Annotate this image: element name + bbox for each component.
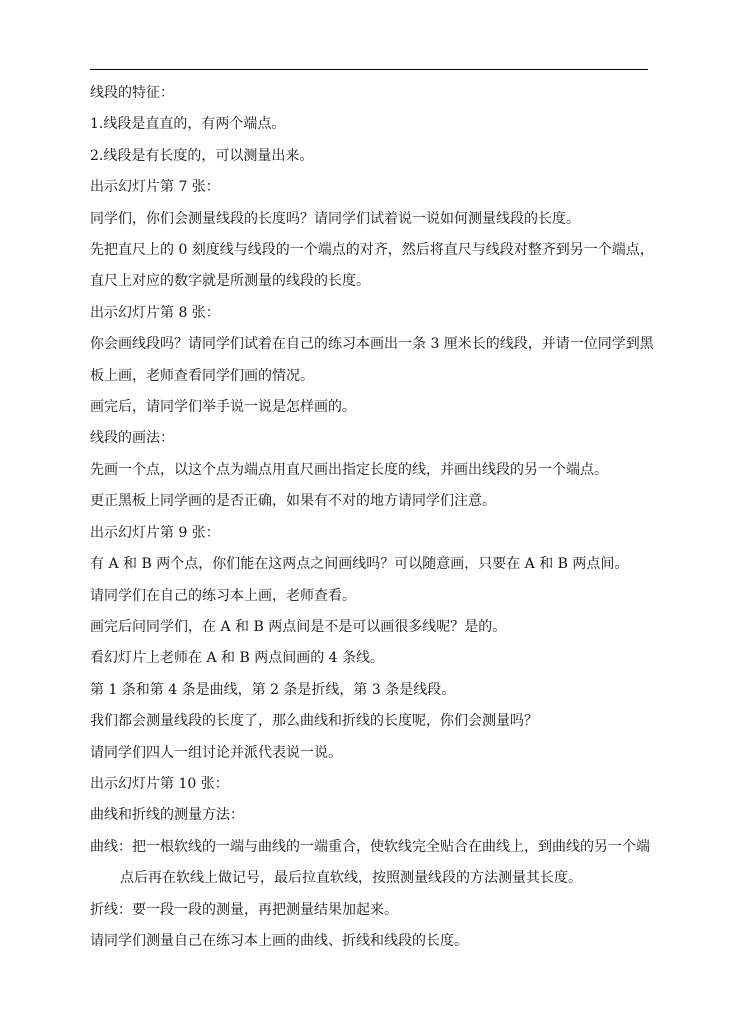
text-line: 请同学们四人一组讨论并派代表说一说。 xyxy=(90,744,342,761)
text-line: 直尺上对应的数字就是所测量的线段的长度。 xyxy=(90,273,370,290)
text-line: 请同学们在自己的练习本上画，老师查看。 xyxy=(90,587,356,604)
paragraph-curve-method xyxy=(90,832,650,895)
text-line: 看幻灯片上老师在 A 和 B 两点间画的 4 条线。 xyxy=(90,650,385,667)
text-line: 你会画线段吗？请同学们试着在自己的练习本画出一条 3 厘米长的线段，并请一位同学到黑 xyxy=(90,336,654,353)
paragraph-measure-method xyxy=(90,235,654,298)
document-body xyxy=(90,78,654,957)
text-line: 出示幻灯片第 8 张： xyxy=(90,304,220,321)
text-line: 曲线和折线的测量方法： xyxy=(90,807,244,824)
text-line: 点后再在软线上做记号，最后拉直软线，按照测量线段的方法测量其长度。 xyxy=(120,870,582,887)
text-line: 先把直尺上的 0 刻度线与线段的一个端点的对齐，然后将直尺与线段对整齐到另一个端点， xyxy=(90,242,654,259)
text-line: 请同学们测量自己在练习本上画的曲线、折线和线段的长度。 xyxy=(90,932,468,949)
text-line: 出示幻灯片第 9 张： xyxy=(90,524,220,541)
text-line: 2.线段是有长度的，可以测量出来。 xyxy=(90,147,314,164)
text-line: 画完后问同学们，在 A 和 B 两点间是不是可以画很多线呢？是的。 xyxy=(90,618,507,635)
header-rule xyxy=(90,69,648,70)
text-line: 我们都会测量线段的长度了，那么曲线和折线的长度呢，你们会测量吗？ xyxy=(90,713,538,730)
text-line: 同学们，你们会测量线段的长度吗？请同学们试着说一说如何测量线段的长度。 xyxy=(90,210,580,227)
text-line: 更正黑板上同学画的是否正确，如果有不对的地方请同学们注意。 xyxy=(90,493,496,510)
text-line: 线段的画法： xyxy=(90,430,174,447)
text-line: 折线：要一段一段的测量，再把测量结果加起来。 xyxy=(90,901,398,918)
text-line: 第 1 条和第 4 条是曲线，第 2 条是折线，第 3 条是线段。 xyxy=(90,681,456,698)
text-line: 曲线：把一根软线的一端与曲线的一端重合，使软线完全贴合在曲线上，到曲线的另一个端 xyxy=(90,838,650,855)
text-line: 出示幻灯片第 7 张： xyxy=(90,179,220,196)
text-line: 板上画，老师查看同学们画的情况。 xyxy=(90,367,314,384)
text-line: 先画一个点，以这个点为端点用直尺画出指定长度的线，并画出线段的另一个端点。 xyxy=(90,461,608,478)
text-line: 1.线段是直直的，有两个端点。 xyxy=(90,116,286,133)
paragraph-draw-question xyxy=(90,329,654,392)
text-line: 线段的特征： xyxy=(90,85,174,101)
text-line: 画完后，请同学们举手说一说是怎样画的。 xyxy=(90,399,356,416)
text-line: 出示幻灯片第 10 张： xyxy=(90,775,229,792)
text-line: 有 A 和 B 两个点，你们能在这两点之间画线吗？可以随意画，只要在 A 和 B 两点间。 xyxy=(90,556,629,573)
